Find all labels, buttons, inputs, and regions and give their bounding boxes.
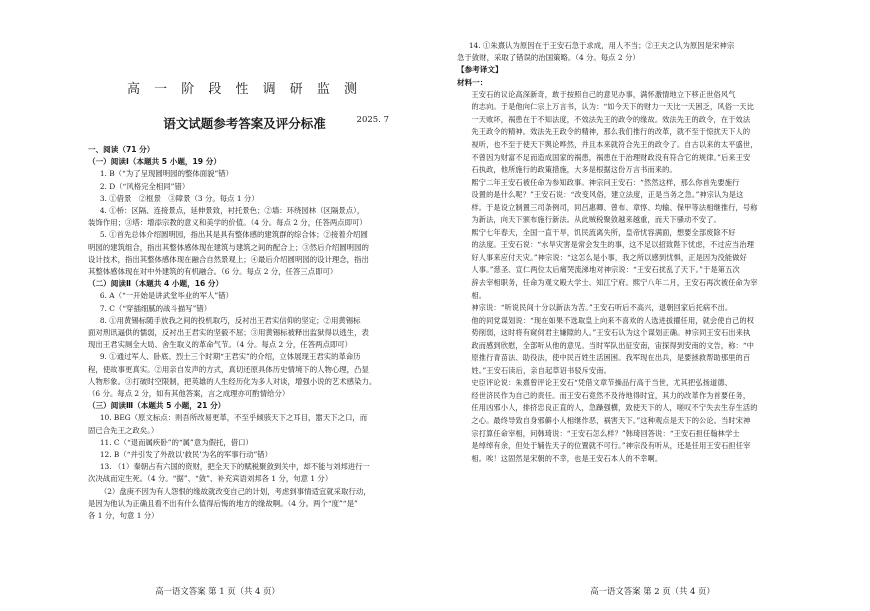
text-line: 为新法，向天下颁布施行新法。从此贼税聚敛越来越重，而天下骚动不安了。 [471,215,721,225]
text-line: 明园的建筑组合，指出其整体感体现在建筑与建筑之间的配合上；③然后介绍圆明园的 [88,242,369,252]
text-line: （2）盘庚不因为有人怨恨的缘故就改变自己的计划，考虑到事情适宜就采取行动， [99,486,371,496]
text-line: 势削弱，这时将有窥伺君主嫌隙的人。”王安石认为这个谋划正确。神宗同王安石出来执 [471,328,751,338]
text-line: 相。唉！这固然是宋朝的不幸，也是王安石本人的不幸啊。 [471,453,663,463]
text-line: 好人事来应付天灾。”神宗说：“这怎么是小事，我之所以感到忧惧，正是因为没能做好 [471,252,747,262]
text-line: 固已合先王之政矣。） [88,425,159,435]
text-line: 设置的是什么呢？”王安石说：“改变风俗，建立法度，正是当务之急。”神宗认为是这 [471,190,744,200]
left-answer-body [88,144,401,522]
text-line: 8. ①用黄锡标随手放我之间的投机取巧，反衬出王君实信仰的坚定；②用黄锡标 [99,315,361,325]
document-date: 2025. 7 [356,115,389,125]
section-heading: （一）阅读Ⅰ（本题共 5 小题，19 分） [88,157,221,167]
text-line: 各 1 分，句意 1 分） [88,511,159,521]
text-line: 12. B（“并引发了外敌以‘救民’为名的军事行动”错） [99,450,273,460]
text-line: 原推行青苗法、助役法，使中民百姓生活困困。我军现在出兵，是要拯救帮助那里的百 [471,353,751,363]
text-line: 人事。”慈圣、宣仁两位太后痛哭流涕地对神宗说：“王安石扰乱了天下。”于是第五次 [471,265,740,275]
text-line: 他的同党谋划说：“现在如果不选取皇上向来不喜欢的人选进拔擢任用，就会使自己的权 [471,315,755,325]
text-line: 姓。”王安石读后，亲自起草诏书驳斥安南。 [471,365,612,375]
section-heading: 材料一： [457,77,488,87]
text-line: 其整体感体现在对中外建筑的有机融合。（6 分。每点 2 分，任答三点即可） [88,267,338,277]
text-line: 王安石的议论高深新奇，敢于按照自己的意见办事，满怀激情地立下移正世俗风气 [471,89,736,99]
right-page-footer: 高一语文答案 第 2 页（共 4 页） [590,586,715,596]
text-line: 4. ①桥：区隔、连接景点，延伸景致，衬托景色；②墙：环绕园林（区隔景点）， [99,206,365,216]
text-line: 1. B（“为了呈现圆明园的整体面貌”错） [99,169,234,179]
text-line: 是绰绰有余，但处于辅佐天子的位置就不可行。”神宗没有听从，还是任用王安石担任宰 [471,441,751,451]
section-heading: 【参考译文】 [457,65,503,75]
text-line: 是因为他认为正确且看不出有什么值得后悔的地方的缘故啊。（4 分。两个“度”“是” [88,498,358,508]
text-line: 5. ①首先总体介绍圆明园，指出其是具有整体感的建筑群的综合体；②接着介绍圆 [99,230,368,240]
text-line: 7. C（“穿插细腻的战斗描写”错） [99,303,212,313]
text-line: 3. ①借景 ②框景 ③障景（3 分。每点 1 分） [99,193,259,203]
text-line: （6 分。每点 2 分，如有其他答案，言之成理亦可酌情给分） [88,389,290,399]
text-line: 6. A（“一开始是讲武堂毕业的军人”错） [99,291,233,301]
subtitle-row [88,113,401,132]
text-line: 10. BEG（原文标点：则吾所改易更革，不至乎倾骇天下之耳目，嚣天下之口，而 [99,413,368,423]
text-line: 急于敛财，采取了错误的治国策略。（4 分。每点 2 分） [457,53,640,63]
text-line: 神宗说：“听说民间十分以新法为苦。”王安石听后不高兴，退朝回家后托病不出。 [471,303,733,313]
text-line: 13. （1）秦朝占有六国的资财，把全天下的赋税聚敛到关中，却不能与刘邦进行一 [99,462,370,472]
text-line: 2. D（“风格完全相同”错） [99,181,190,191]
text-line: 程，使故事更真实。②用亲自发声的方式，真切还原具体历史情境下的人物心理，凸显 [88,364,369,374]
text-line: 辞去宰相职务，任命为观文殿大学士、知江宁府。熙宁八年二月，王安石再次被任命为宰 [471,278,758,288]
text-line: 相。 [471,290,487,300]
section-heading: 一、阅读（71 分） [88,145,155,154]
text-line: 政而感到欣慰，全部听从他的意见。当时军队出征安南，宙探得到安南的文告，称：“中 [471,340,755,350]
text-line: 熙宁七年春天，全国一直干旱，饥民流离失所，皇帝忧容满面，想要全部废除不好 [471,227,736,237]
left-page-footer: 高一语文答案 第 1 页（共 4 页） [155,586,280,596]
text-line: 的法度。王安石说：“水旱灾害是常会发生的事，这不足以招致陛下忧虑，不过应当治理 [471,240,755,250]
text-line: 先王政令的精神。效法先王政令的精神，那么我们推行的改革，就不至于惊扰天下人的 [471,127,751,137]
text-line: 之心。最终导致自身邪僻小人相继作恶，祸害天下。”这种观点是天下的公论。当时宋神 [471,416,751,426]
text-line: 一天败坏，祸患在于不知法度，不效法先王的政令的缘故。效法先王的政令，在于效法 [471,114,751,124]
text-line: 经世济民作为自己的责任。而王安石竟然不及待地得时宜，其力的改革作为首要任务， [471,390,751,400]
text-line: 现出王君实厕全大局、舍生取义的革命气节。（4 分。每点 2 分，任答两点即可） [88,340,353,350]
right-answer-body [457,40,830,465]
text-line: 熙宁二年王安石被任命为参知政事。神宗问王安石：“然然这样，那么你首先要施行 [471,177,740,187]
text-line: 11. C（“退而属疾卧”的“属”意为假托，借口） [99,437,253,447]
text-line: 设计技术，指出其整体感体现在融合自然景观上；④最后介绍圆明园的设计理念，指出 [88,254,369,264]
exam-title: 高 一 阶 段 性 调 研 监 测 [126,82,363,97]
text-line: 的志向。于是他向仁宗上万言书，认为：“如今天下的财力一天比一天困乏，风俗一天比 [471,102,755,112]
text-line: 石执政，他所施行的政策措施，大多是根据这份万言书而来的。 [471,165,677,175]
text-line: 次决战而定生死。（4 分。“据”、“敛”、补充宾语刘邦各 1 分，句意 1 分） [88,474,333,484]
document-subtitle: 语文试题参考答案及评分标准 [163,116,326,131]
text-line: 人物形象。③打破时空限制，把英雄的人生经历化为多人对谈，增强小说的艺术感染力。 [88,376,377,386]
text-line: 宗打算任命宰相，问韩琦说：“王安石怎么样？”韩琦回答说：“王安石担任翰林学士 [471,428,740,438]
text-line: 视听，也不至于使天下舆论哗然，并且本来就符合先王的政令了。自古以来的太平盛世， [471,140,758,149]
section-heading: （二）阅读Ⅱ（本题共 4 小题，16 分） [88,279,224,289]
section-heading: （三）阅读Ⅲ（本题共 5 小题，21 分） [88,401,226,411]
text-line: 任用凶邪小人，排挤忠良正直的人，急躁强横，致使天下的人，嗟叹不宁失去生存生活的 [471,403,758,413]
text-line: 面对刑讯逼供的懦弱，反衬出王君实的坚毅不屈；③用黄锡标被释出监狱得以逃生，表 [88,328,369,338]
text-line: 9. ①通过军人、卧底、烈士三个时期“王君实”的介绍，立体展现王君实的革命历 [99,352,361,362]
text-line: 史臣评论说：朱熹曾评论王安石“凭借文章节操品行高于当世，尤其把弘扬道德、 [471,378,733,388]
text-line: 14. ①朱熹认为原因在于王安石急于求成，用人不当；②王夫之认为原因是宋神宗 [468,41,735,50]
text-line: 不曾因为财富不足而造成国家的祸患，祸患在于治理财政没有符合它的规律。”后来王安 [471,152,751,162]
right-page [435,0,870,611]
text-line: 装饰作用；③塔：增添宗教的意义和美学的价值。（4 分。每点 2 分，任答两点即可） [88,218,367,228]
text-line: 样。于是设立制置三司条例司，同吕惠卿、曾布、章惇、均输、保甲等法相继推行，号称 [471,202,758,212]
